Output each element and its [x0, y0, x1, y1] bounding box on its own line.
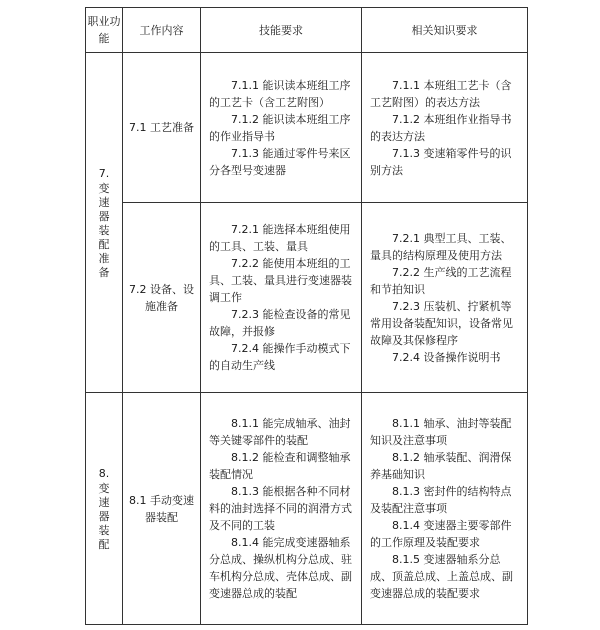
skill-cell — [201, 393, 362, 625]
skill-item: 8.1.1 能完成轴承、油封等关键零部件的装配 — [209, 417, 351, 447]
table-row — [86, 203, 528, 393]
knowledge-item: 7.2.3 压装机、拧紧机等常用设备装配知识，设备常见故障及其保修程序 — [370, 299, 513, 347]
knowledge-item: 8.1.3 密封件的结构特点及装配注意事项 — [370, 485, 512, 515]
content-cell: 7.1 工艺准备 — [123, 53, 201, 203]
func-cell-8 — [86, 393, 123, 625]
table-row — [86, 53, 528, 203]
knowledge-item: 7.1.3 变速箱零件号的识别方法 — [370, 146, 512, 177]
func-cell-7 — [86, 53, 123, 393]
skill-cell — [201, 53, 362, 203]
knowledge-item: 7.2.4 设备操作说明书 — [392, 350, 501, 364]
competency-table — [85, 7, 528, 625]
knowledge-item: 8.1.2 轴承装配、润滑保养基础知识 — [370, 451, 512, 481]
knowledge-item: 7.2.2 生产线的工艺流程和节拍知识 — [370, 265, 512, 296]
header-row — [86, 8, 528, 53]
table-row — [86, 393, 528, 625]
func-number: 8. — [98, 467, 110, 480]
skill-item: 7.2.1 能选择本班组使用的工具、工装、量具 — [209, 223, 351, 253]
knowledge-item: 7.1.2 本班组作业指导书的表达方法 — [370, 112, 512, 143]
skill-item: 7.2.2 能使用本班组的工具、工装、量具进行变速器装调工作 — [209, 257, 352, 304]
knowledge-cell — [362, 203, 528, 393]
func-name: 变速器装配准备 — [98, 182, 110, 279]
knowledge-item: 8.1.4 变速器主要零部件的工作原理及装配要求 — [370, 519, 512, 549]
skill-cell — [201, 203, 362, 393]
header-func: 职业功能 — [86, 8, 123, 53]
skill-item: 7.2.4 能操作手动模式下的自动生产线 — [209, 342, 351, 372]
skill-item: 7.1.1 能识读本班组工序的工艺卡（含工艺附图） — [209, 78, 351, 109]
func-number: 7. — [98, 167, 110, 180]
skill-item: 8.1.4 能完成变速器轴系分总成、操纵机构分总成、驻车机构分总成、壳体总成、副变速器总成的装配 — [209, 536, 352, 600]
skill-item: 7.1.3 能通过零件号来区分各型号变速器 — [209, 146, 351, 177]
header-content: 工作内容 — [123, 8, 201, 53]
knowledge-cell — [362, 53, 528, 203]
skill-item: 7.2.3 能检查设备的常见故障，并报修 — [209, 308, 351, 338]
header-skill: 技能要求 — [201, 8, 362, 53]
knowledge-item: 7.1.1 本班组工艺卡（含工艺附图）的表达方法 — [370, 78, 512, 109]
content-cell: 7.2 设备、设施准备 — [123, 203, 201, 393]
header-knowledge: 相关知识要求 — [362, 8, 528, 53]
skill-item: 7.1.2 能识读本班组工序的作业指导书 — [209, 112, 351, 143]
skill-item: 8.1.2 能检查和调整轴承装配情况 — [209, 451, 351, 481]
knowledge-item: 7.2.1 典型工具、工装、量具的结构原理及使用方法 — [370, 231, 512, 262]
skill-item: 8.1.3 能根据各种不同材料的油封选择不同的润滑方式及不同的工装 — [209, 485, 352, 532]
func-name: 变速器装配 — [98, 482, 110, 551]
knowledge-cell — [362, 393, 528, 625]
content-cell: 8.1 手动变速器装配 — [123, 393, 201, 625]
knowledge-item: 8.1.1 轴承、油封等装配知识及注意事项 — [370, 417, 512, 447]
knowledge-item: 8.1.5 变速器轴系分总成、顶盖总成、上盖总成、副变速器总成的装配要求 — [370, 553, 513, 600]
